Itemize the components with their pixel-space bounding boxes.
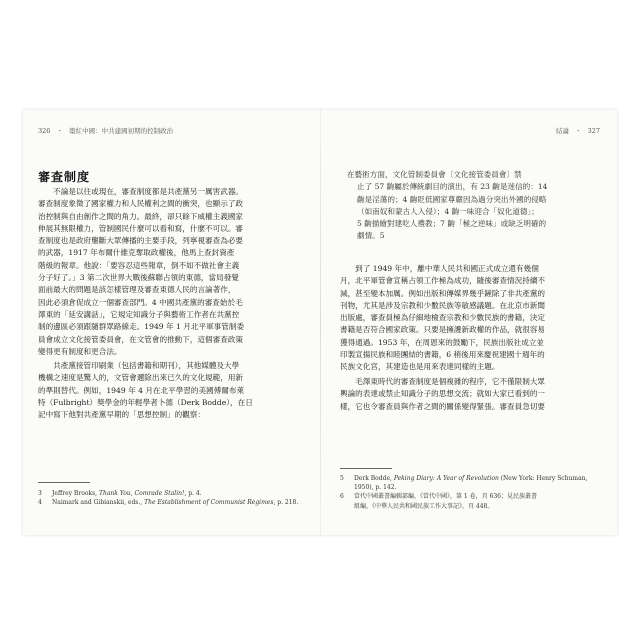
quote-line: 止了 57 齣屬於傳統劇目的演出，有 23 齣是迷信的：14 [357,182,548,192]
left-paragraph-2 [38,360,292,421]
text-line: 記中寫下他對共產黨早期的「思想控制」的觀察： [38,410,206,420]
text-line: 階級的報章。他說：「要容忍這些報章，倒不如不做社會主義 [38,260,240,270]
text-line: 機構之速度是驚人的，文管會邇除出來已久的文化規範，用新 [38,373,244,383]
right-running-title: 結論 [555,127,569,135]
right-paragraph-1 [340,263,602,374]
footnote-number: 3 [38,490,42,497]
text-line: 特（Fulbright）獎學金的年輕學者卜德（Derk Bodde），在日 [38,397,253,407]
left-footnotes [38,489,299,507]
quote-line: （如南奴和蒙古人入侵）；4 齣一味迎合「奴化道德」； [357,206,539,216]
text-line: 的準則替代。例如，1949 年 4 月在北平學習的美國傅爾布萊 [38,385,245,395]
quote-line: 在藝術方面，文化管制委員會〔文化接管委員會〕禁 [347,170,522,179]
footnote-text: 當代中國叢書編輯部編，《當代中國》，第 1 卷，頁 636；見民族叢書 [354,493,537,501]
footnote [38,489,292,498]
footnote-rule [38,482,90,483]
left-running-header [38,126,177,135]
footnote-text: 1950), p. 142. [354,484,397,492]
text-line: 分子好了。」3 第二次世界大戰後蘇聯占領的東德，當局發覺 [38,273,239,283]
text-line: 澤東的「延安講話」，它規定知識分子與藝術工作者在共黨控 [38,309,240,319]
footnote-text: Jeffrey Brooks, [52,490,99,497]
text-line: 書籍是否符合國家政策。只要是擁護新政權的作品，就很容易 [340,325,546,335]
footnote-text: Derk Bodde, [354,475,394,482]
text-line: 審查制度象徵了國家權力和人民權利之間的衝突，也顯示了政 [38,199,244,209]
quote-line: 劇情。5 [357,231,385,241]
footnote-continuation [340,483,602,492]
text-line: 毛澤東時代的審查制度是個複雜的程序，它不僅限制大眾 [340,377,546,386]
text-line: 到了 1949 年中，離中華人民共和國正式成立還有幾個 [340,264,539,273]
footnote-text: (New York: Henry Schuman, [498,475,588,482]
footnote-number: 5 [340,475,344,482]
text-line: 減，甚至變本加厲。例如出版和傳媒界幾乎鏟除了非共產黨的 [340,288,546,298]
text-line: 制的邊區必須跟隨群眾路線走。1949 年 1 月北平軍事管制委 [38,322,245,332]
footnote-continuation [340,502,602,511]
right-running-header [552,126,600,135]
text-line: 的武器，1917 年布爾什維克奪取政權後，他馬上查封資產 [38,248,235,258]
quote-line: 5 齣描繪對建吃人禮教；7 齣「極之逆味」或缺乏明確的 [357,219,547,229]
text-line: 員會成立文化接管委員會，在文管會的推動下，這個審查政策 [38,334,244,344]
page-gutter [320,110,321,535]
left-page-number: 326 [38,127,51,135]
text-line: 治控制與自由創作之間的角力。最終，卻只餘下威權主義國家 [38,211,244,221]
right-page-number: 327 [587,127,600,135]
footnote-title: Peking Diary: A Year of Revolution [393,475,499,482]
quote-line: 齣是淫蕩的；4 齣貶低國家尊嚴因為過分突出外國的侵略 [357,194,547,204]
text-line: 變得更有制度和更合法。 [38,346,122,356]
right-footnotes [340,474,602,511]
text-line: 刊物，尤其是涉及宗教和少數民族等敏感議題。在北京市新聞 [340,300,546,310]
footnote-title: Thank You, Comrade Stalin! [98,490,185,497]
footnote-rule [340,468,392,469]
footnote [340,474,602,483]
right-paragraph-2 [340,376,602,413]
footnote-number: 4 [38,499,42,507]
text-line: 因此必須倉促成立一個審查部門。4 中國共產黨的審查始於毛 [38,297,243,307]
text-line: 民族文化宮，其建造也是用來表達同樣的主題。 [340,362,500,372]
left-paragraph-1 [38,186,292,358]
footnote [38,498,299,507]
section-heading: 審查制度 [38,170,91,184]
text-line: 出版處，審查員極為仔細地檢查宗教和少數民族的書籍，決定 [340,313,546,323]
footnote-text: , p. 4. [184,490,202,497]
footnote [340,492,602,501]
text-line: 查制度也是政府壟斷大眾傳播的主要手段，列寧視審查為必要 [38,236,244,246]
footnote-text: , p. 218. [273,499,299,507]
text-line: 獲得通過。1953 年，在周恩來的鼓勵下，民族出版社成立並 [340,337,544,347]
text-line: 共產黨接管印刷業（包括書籍和期刊），其他媒體及大學 [38,361,240,370]
text-line: 輿論的表達或禁止知識分子的思想交流；就如大家已看到的一 [340,389,546,399]
left-running-title: 築紅中國：中共建國初期的控制政治 [69,127,174,135]
block-quote [347,169,603,243]
footnote-title: The Establishment of Communist Regimes [144,499,274,507]
footnote-text: Naimark and Gibianskii, eds., [52,499,145,507]
text-line: 印製宣揚民族和睦團結的書籍，6 稍後用來慶祝建國十週年的 [340,350,545,360]
text-line: 面前最大的問題是該怎樣管理及審查東德人民的言論著作， [38,285,236,295]
footnote-text: 組編，《中華人民共和國民族工作大事記》，頁 448。 [354,502,494,510]
text-line: 伸展其無限權力，管制國民什麼可以看和寫，什麼不可以。審 [38,223,244,233]
text-line: 樣，它也令審查員與作者之間的關係變得緊張。審查員急切要 [340,401,546,411]
right-header-separator: ・ [575,127,582,135]
text-line: 不論是以往或現在，審查制度都是共產黨另一厲害武器。 [38,187,244,196]
text-line: 月，北平軍管會宣稱占領工作極為成功，隨後審查情況持續不 [340,276,546,286]
left-header-separator: ・ [56,127,63,135]
footnote-number: 6 [340,493,344,501]
